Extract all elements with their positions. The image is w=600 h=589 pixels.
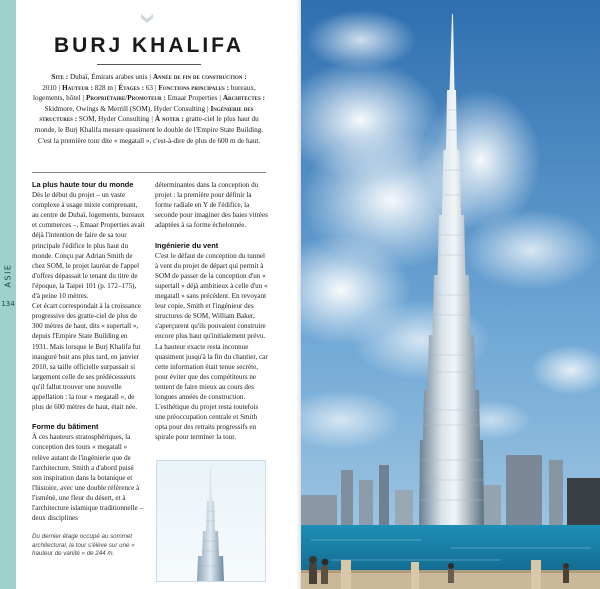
chevron-down-icon (139, 12, 155, 26)
spec-site-label: Site : (51, 73, 69, 81)
spec-architects-label: Architectes : (222, 94, 265, 103)
section-heading-wind: Ingénierie du vent (155, 240, 219, 250)
article-column-left (32, 180, 145, 533)
image-caption: Du dernier étage occupé au sommet architectural, la tour s'élève sur une « hauteur de vanité » de 244 m. (32, 533, 135, 558)
spec-note-label: À noter : (154, 115, 184, 124)
title-underline (97, 64, 201, 65)
building-specs: Site : Dubaï, Émirats arabes unis | Année de fin de construction : 2010 | Hauteur : 828 m | Étages : 63 | Fonctions principales : bureaux, logements, hôtel | Propriétaire/Promoteur : Emaar Properties | Architectes : Skidmore, Owings & Merrill (SOM), Hyder Consulting | Ingénierie des structures : SOM, Hyder Consulting | À noter : gratte-ciel le plus haut du monde, le Burj Khalifa mesure quasiment le double de l'Empire State Building. C'est la première tour dite « megatall », c'est-à-dire de plus de 600 m de haut. (33, 73, 265, 145)
spec-height-value: 828 m (94, 83, 113, 92)
spire-illustration (157, 461, 265, 581)
spire-detail-photo (156, 460, 266, 582)
article-paragraph: Dès le début du projet – un vaste complexe à usage mixte comprenant, au centre de Dubaï, logements, bureaux et commerces –, Emaar Properties avait déjà l'intention de faire de sa tour principale l'édifice le plus haut du monde. Conçu par Adrian Smith de chez SOM, le projet lauréat de l'appel d'offres dépassait le tenant du titre de l'époque, la Taipei 101 (p. 172–175), d'à peine 10 mètres. (32, 191, 145, 301)
section-label: ASIE (3, 263, 13, 287)
article-paragraph: Cet écart correspondait à la croissance progressive des gratte-ciel de plus de 300 mètres de haut, dits « supertall », depuis l'Empire State Building en 1931. Mais lorsque le Burj Khalifa fut inauguré huit ans plus tard, en janvier 2010, sa taille officielle surpassait si largement celle de ses prédécesseurs qu'il fallut trouver une nouvelle appellation : la tour « megatall », de plus de 600 mètres de haut, était née. (32, 302, 141, 412)
article-paragraph: À ces hauteurs stratosphériques, la conception des tours « megatall » relève autant de l'ingénierie que de l'architecture. Smith a d'abord puisé son inspiration dans la botanique et l'histoire, avec une double référence à l'isménè, une fleur du désert, et à l'architecture islamique traditionnelle – deux disciplines (32, 433, 143, 523)
article-paragraph: C'est le défaut de conception du tunnel à vent du projet de départ qui permit à SOM de passer de la conception d'un « supertall » déjà ambitieux à celle d'un « megatall » sans précédent. En revoyant leur copie, Smith et l'ingénieur des structures de SOM, William Baker, s'aperçurent qu'ils pouvaient construire encore plus haut qu'initialement prévu. La hauteur exacte resta inconnue quasiment jusqu'à la fin du chantier, car cette information était tenue secrète, pour éviter que des compétiteurs ne tentent de faire mieux au cours des longues années de construction. L'esthétique du projet resta toutefois une préoccupation centrale et Smith opta pour des retraits progressifs en spirale pour terminer la tour. (155, 251, 268, 442)
spec-floors-label: Étages : (118, 83, 144, 92)
section-heading-tallest: La plus haute tour du monde (32, 180, 134, 189)
spec-floors-value: 63 (145, 83, 153, 92)
spec-functions-value: bureaux, logements, hôtel (33, 83, 256, 103)
article-column-right (155, 180, 268, 453)
spec-owner-label: Propriétaire/Promoteur : (85, 94, 166, 103)
section-divider (32, 172, 266, 173)
article-paragraph: déterminantes dans la conception du projet : la première pour définir la forme radiale en Y de l'édifice, la seconde pour imaginer des baies vitrées adaptées à sa forme échelonnée. (155, 181, 268, 230)
spec-engineers-value: SOM, Hyder Consulting (78, 115, 150, 124)
spec-height-label: Hauteur : (62, 83, 93, 92)
burj-khalifa-photo (301, 0, 600, 589)
spec-functions-label: Fonctions principales : (158, 83, 229, 92)
spec-site-value: Dubaï, Émirats arabes unis (69, 73, 148, 81)
section-tab (0, 250, 16, 300)
spec-architects-value: Skidmore, Owings & Merrill (SOM), Hyder Consulting (44, 104, 206, 113)
page-number: 134 (1, 300, 15, 308)
spec-year-label: Année de fin de construction : (152, 73, 247, 81)
skyline-illustration (301, 0, 600, 589)
page-title: BURJ KHALIFA (53, 34, 244, 57)
spec-owner-value: Emaar Properties (167, 94, 218, 103)
spec-note-value: gratte-ciel le plus haut du monde, le Burj Khalifa mesure quasiment le double de l'Empire State Building. C'est la première tour dite « megatall », c'est-à-dire de plus de 600 m de haut. (34, 115, 264, 145)
spec-year-value: 2010 (42, 83, 57, 92)
section-heading-form: Forme du bâtiment (32, 422, 99, 432)
spec-engineers-label: Ingénierie des structures : (39, 104, 254, 124)
